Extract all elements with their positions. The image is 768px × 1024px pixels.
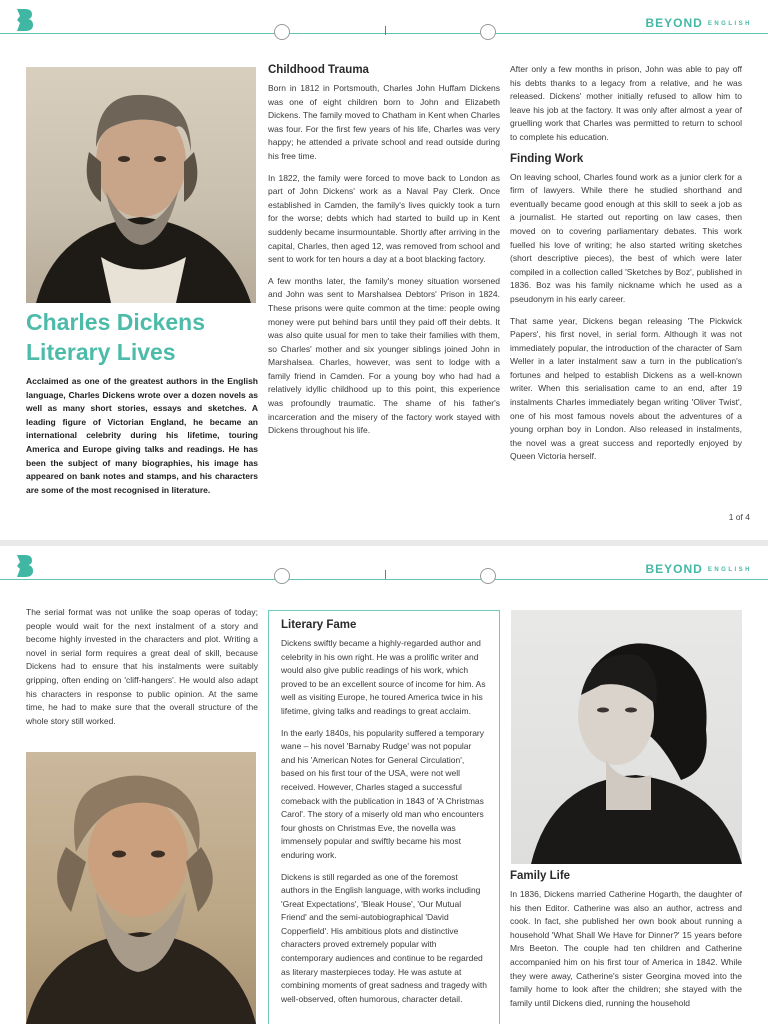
brand-wordmark: BEYOND $^{ENGLISH}$ bbox=[645, 562, 752, 576]
page-number: 1 of 4 bbox=[728, 512, 750, 522]
catherine-hogarth-portrait-photo bbox=[511, 610, 742, 864]
dickens-older-portrait-photo bbox=[26, 752, 256, 1024]
header-rule bbox=[0, 579, 768, 580]
punch-hole bbox=[480, 568, 496, 584]
center-mark bbox=[385, 570, 386, 579]
heading-finding-work: Finding Work bbox=[510, 152, 584, 165]
paragraph: A few months later, the family's money situation worsened and John was sent to Marshalsea Debtors' Prison in 1824. These prisons were quite common at the time: people owing money were put behind bars until they paid off their debts. It was also quite usual for men to take their families with them, so Charles' mother and six younger siblings joined John in Marshalsea. Charles, however, was sent to lodge with a family friend in Camden. For a young boy who had had a relatively idyllic childhood up to this point, this experience was profoundly traumatic. The shame of his father's incarceration and the misery of the factory work stayed with Dickens throughout his life. bbox=[268, 275, 500, 436]
heading-childhood-trauma: Childhood Trauma bbox=[268, 64, 369, 76]
paragraph: That same year, Dickens began releasing 'The Pickwick Papers', his first novel, in serial form. Although it was not immediately popular, the introduction of the character of Sam Weller in a later instalment saw a turn in the publication's fortunes and helped to establish Dickens as a well-known writer. When this serialisation came to an end, after 19 instalments Charles immediately began writing 'Oliver Twist', one of his most famous novels about the adventures of a young orphan boy in London. Also released in instalments, the novel was a great success and reportedly enjoyed by Queen Victoria herself. bbox=[510, 315, 742, 462]
page-title-line1: Charles Dickens bbox=[26, 309, 205, 335]
paragraph: In 1822, the family were forced to move back to London as part of John Dickens' work as a Naval Pay Clerk. Once established in Camden, the family's lives quickly took a turn for the worse; debts which had started to build up in Kent suddenly became insurmountable. Shortly after arriving in the capital, Charles, then aged 12, was removed from school and sent to work for ten hours a day at a boot blacking factory. bbox=[268, 172, 500, 265]
intro-paragraph: Acclaimed as one of the greatest authors in the English language, Charles Dickens wrote over a dozen novels as well as many short stories, essays and sketches. A leading figure of Victorian England, he became an international celebrity during his lifetime, touring America and Europe giving talks and readings. He has been the subject of many biographies, his image has appeared on bank notes and stamps, and his characters are some of the most recognised in literature. bbox=[26, 376, 258, 495]
punch-hole bbox=[480, 24, 496, 40]
column-finding-work bbox=[510, 63, 742, 472]
punch-hole bbox=[274, 568, 290, 584]
dickens-portrait-photo bbox=[26, 67, 256, 303]
paragraph: Dickens swiftly became a highly-regarded author and celebrity in his own right. He was a prolific writer and would also give public readings of his work, which proved to be an excellent source of income for him. As well as visiting Europe, he toured America twice in his lifetime, giving talks and readings to great acclaim. bbox=[281, 638, 486, 716]
column-childhood bbox=[268, 64, 500, 446]
paragraph: After only a few months in prison, John was able to pay off his debts thanks to a legacy from a relative, and he was released. Dickens' mother initially refused to allow him to leave his job at the factory. It was only after almost a year of gruelling work that Charles was permitted to return to school to complete his education. bbox=[510, 64, 742, 142]
brand-wordmark: BEYOND $^{ENGLISH}$ bbox=[645, 16, 752, 30]
literary-fame-box bbox=[268, 610, 500, 1024]
heading-family-life: Family Life bbox=[510, 870, 571, 882]
center-mark bbox=[385, 26, 386, 35]
punch-hole bbox=[274, 24, 290, 40]
paragraph: Dickens is still regarded as one of the foremost authors in the English language, with works including 'Great Expectations', 'Bleak House', 'Our Mutual Friend' and the semi-autobiographical 'David Copperfield'. His ambitious plots and distinctive characters proved extremely popular with contemporary audiences and continue to be regarded as literary masterpieces today. He was astute at combining moments of great sadness and tragedy with well-observed, often humorous, character detail. bbox=[281, 871, 488, 1004]
column-family-life bbox=[510, 870, 742, 1018]
paragraph: The serial format was not unlike the soap operas of today; people would wait for the next instalment of a story and become highly invested in the characters and plot. Writing a novel in serial form requires a great deal of skill, because Dickens had to ensure that his instalments were suitably gripping, often ending on 'cliff-hangers'. He would also adapt his characters in response to public opinion. At the same time, he had to make sure that the overall structure of the whole story still worked. bbox=[26, 607, 258, 726]
heading-literary-fame: Literary Fame bbox=[281, 619, 357, 631]
paragraph: Born in 1812 in Portsmouth, Charles John Huffam Dickens was one of eight children born to John and Elizabeth Dickens. The family moved to Chatham in Kent when Charles was four. For the first few years of his life, Charles was very happy; he attended a private school and read outside during his free time. bbox=[268, 83, 500, 161]
page-2 bbox=[0, 546, 768, 1024]
paragraph: In 1836, Dickens married Catherine Hogarth, the daughter of his then Editor. Catherine was also an author, actress and cook. In fact, she published her own book about running a household 'What Shall We Have for Dinner?' 15 years before Mrs Beeton. The couple had ten children and Catherine accompanied him on his first tour of America in 1842. While they were away, Catherine's sister Georgina moved into the family home to look after the children; she stayed with the family until Dickens died, running the household bbox=[510, 889, 742, 1008]
column-serial-format bbox=[26, 606, 258, 736]
paragraph: On leaving school, Charles found work as a junior clerk for a firm of lawyers. While there he studied shorthand and eventually became good enough at this skill to seek a job as a journalist. He started out reporting on law cases, then moved on to covering parliamentary debates. This work fuelled his love of writing; he also started writing sketches (short descriptive pieces), the best of which were later compiled in a collection called 'Sketches by Boz', published in 1836. Boz was his family nickname which he used as a pseudonym in his early career. bbox=[510, 171, 742, 304]
page-title-line2: Literary Lives bbox=[26, 339, 176, 365]
header-rule bbox=[0, 33, 768, 34]
title-block bbox=[26, 307, 258, 497]
paragraph: In the early 1840s, his popularity suffered a temporary wane – his novel 'Barnaby Rudge' was not popular and his 'American Notes for General Circulation', based on his first tour of the USA, were not well received. However, Charles staged a successful comeback with the publication in 1843 of 'A Christmas Carol'. The story of a miserly old man who encounters four ghosts on Christmas Eve, the novella was immensely popular and swiftly became his most enduring work. bbox=[281, 727, 485, 860]
